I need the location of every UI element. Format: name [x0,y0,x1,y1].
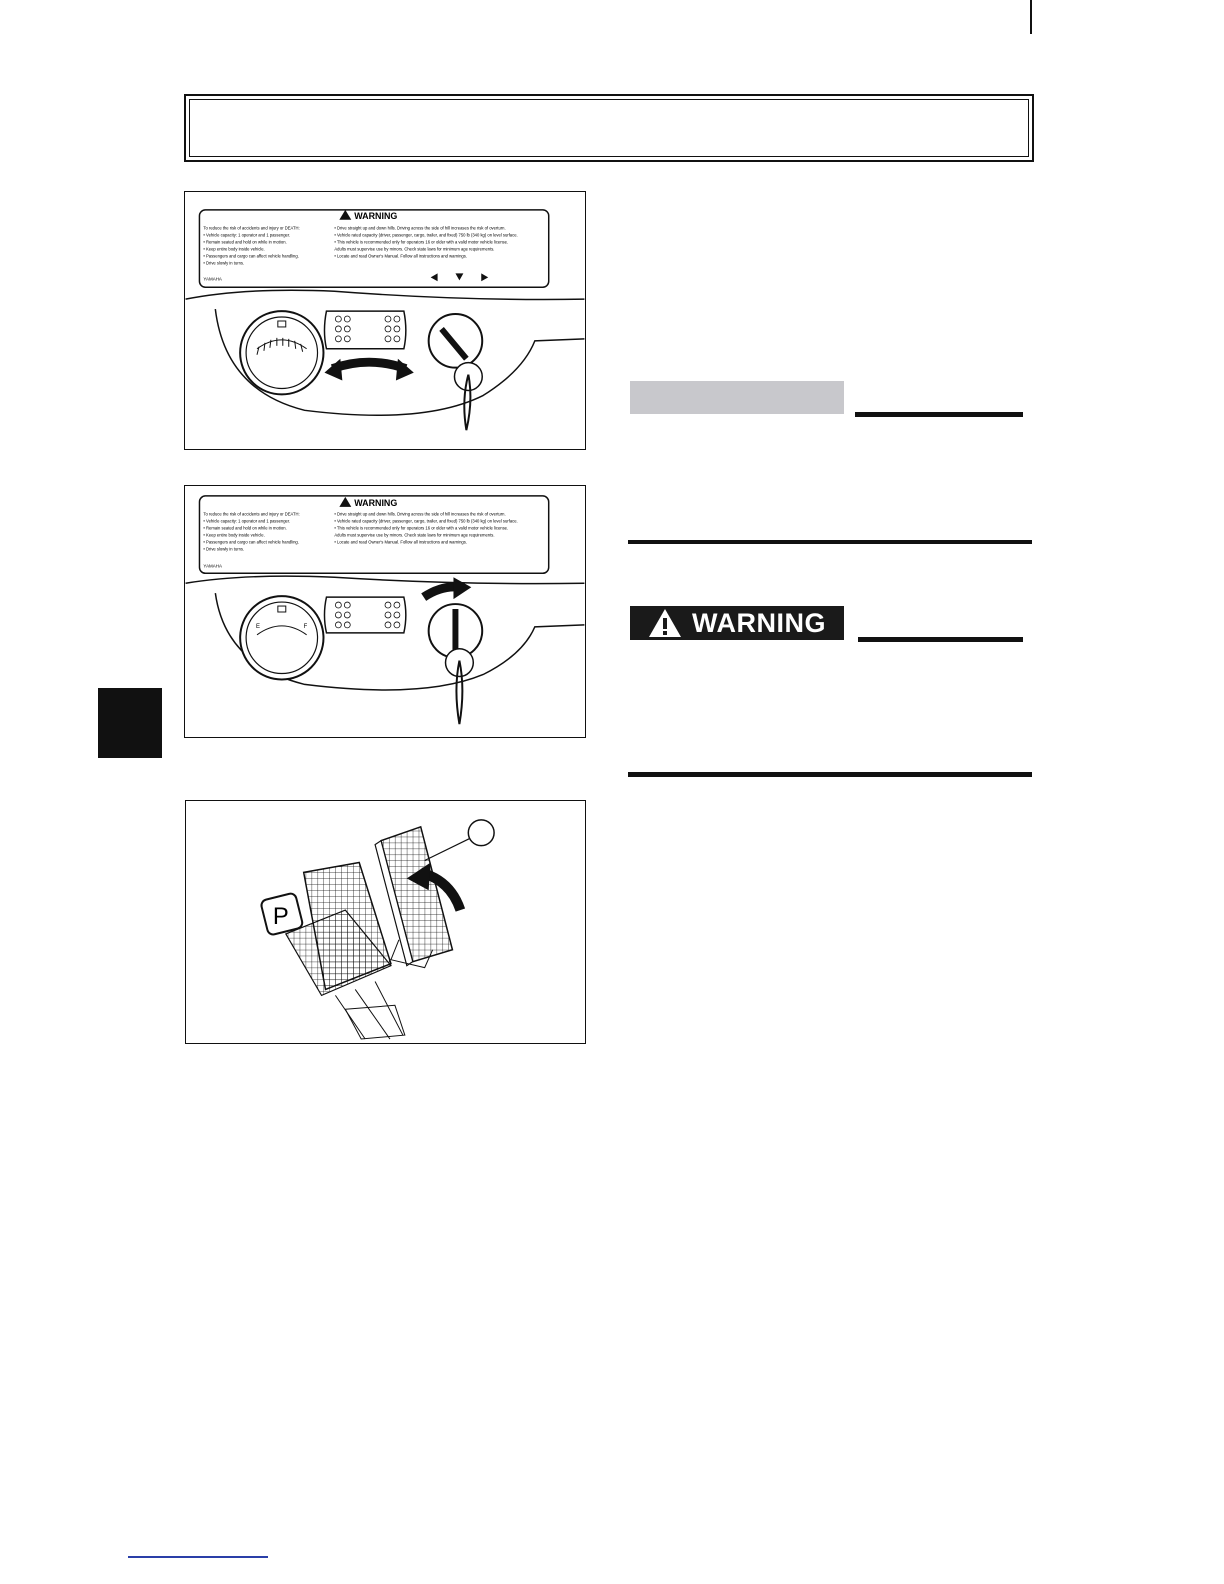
decal-right-line: • Locate and read Owner's Manual. Follow all instructions and warnings. [334,253,467,259]
decal-right-line: • Drive straight up and down hills. Driving across the side of hill increases the risk of overturn. [334,225,506,231]
decal-left-line: • Remain seated and hold on while in motion. [203,525,287,531]
warning-badge [630,606,844,640]
decal-left-line: • Drive slowly in turns. [203,546,245,552]
parking-pedal-label: P [272,902,289,930]
callout-marker [468,820,494,846]
decal-brand: YAMAHA [203,276,222,282]
warning-heading-rule [858,637,1023,642]
warning-badge-label: WARNING [692,607,826,638]
decal-right-line: Adults must supervise use by minors. Check state laws for minimum age requirements. [334,246,495,252]
gauge-full-label: F [303,623,308,630]
decal-left-line: • Passengers and cargo can affect vehicle handling. [203,253,299,259]
key-switch [429,314,483,368]
section-header-frame [184,94,1034,162]
crop-mark-bottom [128,1556,268,1558]
decal-right-line: • This vehicle is recommended only for operators 16 or older with a valid motor vehicle license. [334,525,509,531]
decal-brand: YAMAHA [203,563,222,569]
decal-right-line: • Vehicle rated capacity (driver, passenger, cargo, trailer, and fixed) 750 lb (340 kg) on level surface. [334,518,518,524]
decal-left-line: • Drive slowly in turns. [203,260,245,266]
decal-right-line: • Drive straight up and down hills. Driving across the side of hill increases the risk of overturn. [334,511,506,517]
figure-dashboard-key-switch [184,191,586,450]
decal-warning-title: WARNING [354,497,398,508]
figure-dashboard-key-on [184,485,586,738]
chapter-tab [98,688,162,758]
decal-left-line: • Passengers and cargo can affect vehicle handling. [203,539,299,545]
gauge-empty-label: E [256,623,260,630]
decal-intro: To reduce the risk of accidents and injury or DEATH: [203,225,300,231]
dashboard-illustration-1 [185,192,585,449]
decal-left-line: • Vehicle capacity: 1 operator and 1 passenger. [203,232,291,238]
warning-end-rule [628,772,1032,777]
decal-intro: To reduce the risk of accidents and injury or DEATH: [203,511,300,517]
curved-double-arrow-icon [332,362,405,368]
notice-end-rule [628,540,1032,544]
decal-right-line: • Vehicle rated capacity (driver, passenger, cargo, trailer, and fixed) 750 lb (340 kg) on level surface. [334,232,518,238]
pedal-illustration [186,801,585,1043]
crop-mark-top [1030,0,1032,34]
notice-heading-rule [855,412,1023,417]
warning-triangle-icon [648,608,682,638]
decal-right-line: • Locate and read Owner's Manual. Follow all instructions and warnings. [334,539,467,545]
decal-left-line: • Remain seated and hold on while in motion. [203,239,287,245]
decal-warning-title: WARNING [354,210,398,221]
decal-left-line: • Keep entire body inside vehicle. [203,246,265,252]
decal-left-line: • Vehicle capacity: 1 operator and 1 passenger. [203,518,291,524]
decal-left-line: • Keep entire body inside vehicle. [203,532,265,538]
decal-right-line: Adults must supervise use by minors. Check state laws for minimum age requirements. [334,532,495,538]
dashboard-illustration-2 [185,486,585,737]
figure-pedals [185,800,586,1044]
decal-right-line: • This vehicle is recommended only for operators 16 or older with a valid motor vehicle license. [334,239,509,245]
notice-heading-bar [630,381,844,414]
